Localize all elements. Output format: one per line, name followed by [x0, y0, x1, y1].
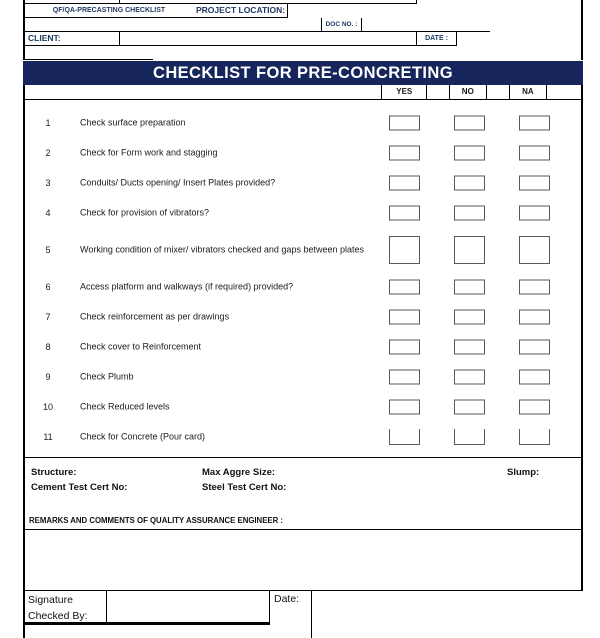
- checkbox-na-item-7[interactable]: [519, 310, 550, 325]
- checklist-row-11: [25, 422, 581, 452]
- checkbox-no-item-1[interactable]: [454, 116, 485, 131]
- na-column-header: NA: [509, 85, 547, 99]
- date-label: Date:: [270, 591, 312, 638]
- checkbox-no-item-4[interactable]: [454, 206, 485, 221]
- item-text: Access platform and walkways (if required) provided?: [80, 281, 294, 292]
- checkbox-no-item-7[interactable]: [454, 310, 485, 325]
- checkbox-yes-item-5[interactable]: [389, 236, 420, 264]
- item-text: Check surface preparation: [80, 117, 186, 128]
- item-number: 5: [45, 245, 51, 255]
- item-text: Conduits/ Ducts opening/ Insert Plates provided?: [80, 177, 276, 188]
- checkbox-yes-item-2[interactable]: [389, 146, 420, 161]
- item-number: 10: [42, 402, 53, 412]
- item-text: Check reinforcement as per drawings: [80, 311, 230, 322]
- checkbox-yes-item-6[interactable]: [389, 280, 420, 295]
- checkbox-no-item-10[interactable]: [454, 400, 485, 415]
- checkbox-na-item-10[interactable]: [519, 400, 550, 415]
- checkbox-no-item-6[interactable]: [454, 280, 485, 295]
- checkbox-yes-item-11[interactable]: [389, 429, 420, 445]
- steel-test-cert-label: Steel Test Cert No:: [202, 482, 287, 493]
- mix-info-section: [23, 458, 583, 508]
- column-gap-2: [486, 85, 509, 99]
- answer-columns-header: [23, 85, 583, 100]
- checkbox-yes-item-9[interactable]: [389, 370, 420, 385]
- item-text: Check Plumb: [80, 371, 134, 382]
- checkbox-yes-item-7[interactable]: [389, 310, 420, 325]
- checklist-row-8: [25, 332, 581, 362]
- checkbox-na-item-8[interactable]: [519, 340, 550, 355]
- signature-label: Signature: [28, 594, 73, 606]
- checklist-row-7: [25, 302, 581, 332]
- project-location-field[interactable]: [25, 18, 322, 32]
- checklist-row-4: [25, 198, 581, 228]
- checkbox-na-item-6[interactable]: [519, 280, 550, 295]
- checked-by-label: Checked By:: [28, 610, 88, 622]
- doc-reference-label: QF/QA-PRECASTING CHECKLIST: [25, 4, 193, 18]
- item-number: 7: [45, 312, 51, 322]
- checkbox-yes-item-1[interactable]: [389, 116, 420, 131]
- checkbox-na-item-9[interactable]: [519, 370, 550, 385]
- signature-checked-by-label: [25, 591, 107, 625]
- item-text: Working condition of mixer/ vibrators checked and gaps between plates: [80, 244, 364, 255]
- form-title-banner: CHECKLIST FOR PRE-CONCRETING: [23, 61, 583, 85]
- item-number: 11: [43, 432, 53, 442]
- date-header-field[interactable]: [25, 46, 153, 60]
- item-text: Check Reduced levels: [80, 401, 170, 412]
- form-header: [23, 0, 583, 60]
- max-aggre-size-label: Max Aggre Size:: [202, 467, 276, 478]
- doc-no-label: DOC NO. :: [322, 18, 362, 32]
- checkbox-yes-item-4[interactable]: [389, 206, 420, 221]
- item-number: 3: [45, 178, 51, 188]
- pre-concreting-form: [23, 0, 583, 638]
- item-text: Check cover to Reinforcement: [80, 341, 202, 352]
- checklist-row-5: [25, 228, 581, 272]
- checkbox-yes-item-3[interactable]: [389, 176, 420, 191]
- checklist-row-9: [25, 362, 581, 392]
- client-label: CLIENT:: [25, 32, 120, 46]
- client-field[interactable]: [120, 32, 417, 46]
- project-location-label: PROJECT LOCATION:: [193, 4, 288, 18]
- cement-test-cert-label: Cement Test Cert No:: [31, 482, 128, 493]
- slump-label: Slump:: [507, 467, 540, 478]
- remarks-section-label: REMARKS AND COMMENTS OF QUALITY ASSURANCE ENGINEER :: [23, 508, 583, 530]
- item-number: 4: [45, 208, 51, 218]
- answer-header-spacer: [25, 85, 381, 99]
- checkbox-no-item-5[interactable]: [454, 236, 485, 264]
- checkbox-no-item-11[interactable]: [454, 429, 485, 445]
- checkbox-no-item-2[interactable]: [454, 146, 485, 161]
- checklist-row-6: [25, 272, 581, 302]
- checkbox-na-item-5[interactable]: [519, 236, 550, 264]
- item-number: 8: [45, 342, 51, 352]
- doc-no-field[interactable]: [362, 18, 490, 32]
- checkbox-no-item-8[interactable]: [454, 340, 485, 355]
- checklist-row-2: [25, 138, 581, 168]
- item-number: 9: [45, 372, 51, 382]
- checkbox-no-item-9[interactable]: [454, 370, 485, 385]
- item-number: 1: [45, 118, 51, 128]
- checklist-items: [23, 100, 583, 458]
- signature-input-area[interactable]: [107, 591, 270, 625]
- yes-column-header: YES: [381, 85, 426, 99]
- item-number: 2: [45, 148, 51, 158]
- checkbox-na-item-3[interactable]: [519, 176, 550, 191]
- checklist-row-3: [25, 168, 581, 198]
- date-header-label: DATE :: [417, 32, 457, 46]
- item-text: Check for provision of vibrators?: [80, 207, 210, 218]
- checkbox-na-item-1[interactable]: [519, 116, 550, 131]
- checkbox-na-item-11[interactable]: [519, 429, 550, 445]
- remarks-input-area[interactable]: [23, 530, 583, 591]
- column-gap-3: [546, 85, 581, 99]
- column-gap-1: [426, 85, 449, 99]
- date-input-area[interactable]: [312, 591, 585, 638]
- signature-section: [23, 591, 583, 638]
- checkbox-yes-item-10[interactable]: [389, 400, 420, 415]
- no-column-header: NO: [449, 85, 486, 99]
- structure-label: Structure:: [31, 467, 77, 478]
- checkbox-na-item-4[interactable]: [519, 206, 550, 221]
- checkbox-no-item-3[interactable]: [454, 176, 485, 191]
- checklist-row-1: [25, 108, 581, 138]
- item-number: 6: [45, 282, 51, 292]
- checkbox-na-item-2[interactable]: [519, 146, 550, 161]
- checkbox-yes-item-8[interactable]: [389, 340, 420, 355]
- item-text: Check for Form work and stagging: [80, 147, 218, 158]
- item-text: Check for Concrete (Pour card): [80, 431, 206, 442]
- checklist-row-10: [25, 392, 581, 422]
